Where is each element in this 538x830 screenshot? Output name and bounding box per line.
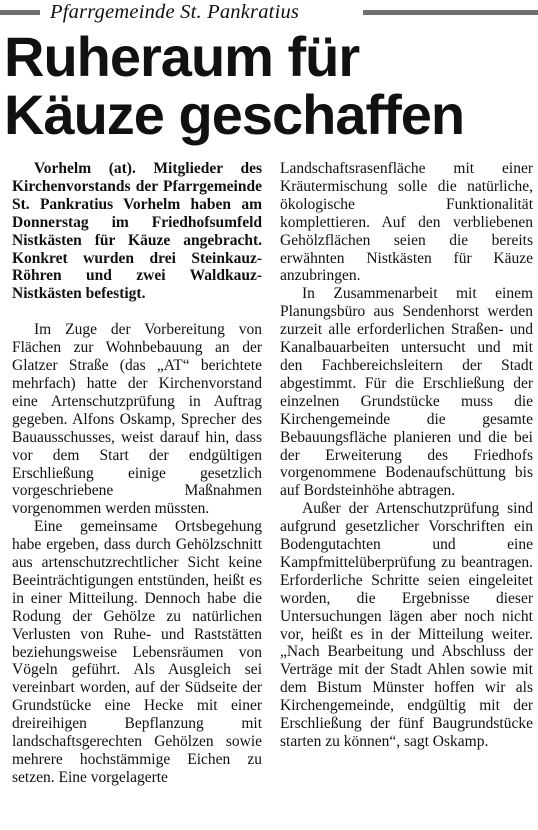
body-paragraph-1: Im Zuge der Vorbereitung von Flächen zur Wohnbebauung an der Glatzer Straße (das „AT“ berichtete mehrfach) hatte der Kirchenvorstand eine Artenschutzprüfung in Auftrag gegeben. Alfons Oskamp, Sprecher des Bauausschusses, weist darauf hin, dass vor dem Start der endgültigen Erschließung einige gesetzlich vorgeschriebene Maßnahmen vorgenommen werden müssten. (12, 321, 262, 518)
body-paragraph-4: In Zusammenarbeit mit einem Planungsbüro aus Sendenhorst werden zurzeit alle erforderlichen Straßen- und Kanalbauarbeiten untersucht und mit den Fachbereichsleitern der Stadt abgestimmt. Für die Erschließung der einzelnen Grundstücke muss die Kirchengemeinde die gesamte Bebauungsfläche planieren und die bei der Erweiterung des Friedhofs vorgenommene Bodenaufschüttung bis auf Bordsteinhöhe abtragen. (280, 285, 533, 500)
kicker-bar (0, 0, 538, 24)
body-paragraph-5: Außer der Artenschutzprüfung sind aufgrund gesetzlicher Vorschriften ein Bodengutachten und eine Kampfmittelüberprüfung zu beantragen. Erforderliche Schritte seien eingeleitet worden, die Ergebnisse dieser Untersuchungen lägen aber noch nicht vor, heißt es in der Mitteilung weiter. „Nach Bearbeitung und Abschluss der Verträge mit der Stadt Ahlen sowie mit dem Bistum Münster hoffen wir als Kirchengemeinde, endgültig mit der Erschließung der fünf Baugrundstücke starten zu können“, sagt Oskamp. (280, 500, 533, 750)
body-paragraph-3: Landschaftsrasenfläche mit einer Kräutermischung solle die natürliche, ökologische Funktionalität komplettieren. Auf den verbliebenen Gehölzflächen seien die bereits erwähnten Nistkästen für Käuze anzubringen. (280, 160, 533, 285)
headline-line-2: Käuze geschaffen (4, 83, 465, 146)
headline-line-1: Ruheraum für (4, 25, 360, 88)
kicker-rule-right (363, 10, 538, 15)
body-paragraph-2: Eine gemeinsame Ortsbegehung habe ergeben, dass durch Gehölzschnitt aus artenschutzrechtlicher Sicht keine Beeinträchtigungen entstünden, heißt es in einer Mitteilung. Dennoch habe die Rodung der Gehölze zu natürlichen Verlusten von Ruhe- und Raststätten beziehungsweise Lebensräumen von Vögeln geführt. Als Ausgleich sei vereinbart worden, auf der Südseite der Grundstücke eine Hecke mit einer dreireihigen Bepflanzung mit landschaftsgerechten Gehölzen sowie mehrere hochstämmige Eichen zu setzen. Eine vorgelagerte (12, 518, 262, 786)
headline (4, 25, 536, 146)
kicker-rule-left (0, 10, 40, 15)
article-column-left (12, 160, 262, 787)
lead-paragraph: Vorhelm (at). Mitglieder des Kirchenvorstands der Pfarrgemeinde St. Pankratius Vorhelm haben am Donnerstag im Friedhofsumfeld Nistkästen für Käuze angebracht. Konkret wurden drei Steinkauz-Röhren und zwei Waldkauz-Nistkästen befestigt. (12, 160, 262, 303)
article-column-right (280, 160, 533, 751)
kicker: Pfarrgemeinde St. Pankratius (50, 1, 300, 23)
